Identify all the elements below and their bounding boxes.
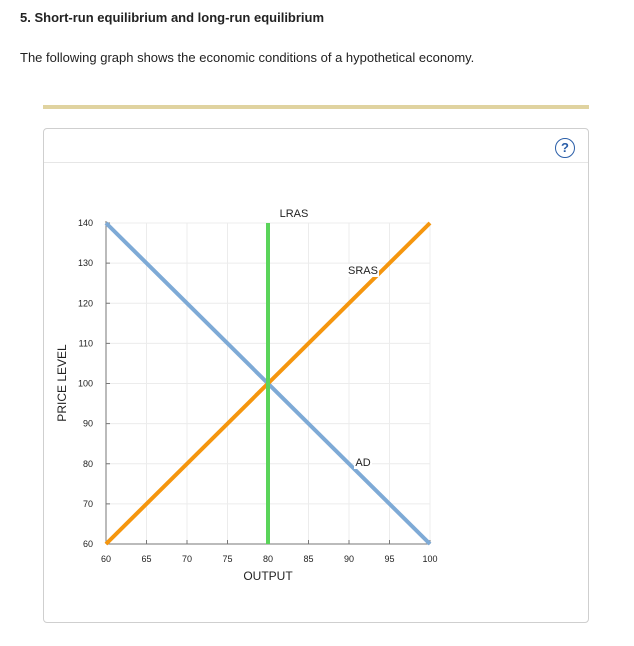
- question-intro: The following graph shows the economic conditions of a hypothetical economy.: [20, 50, 475, 65]
- y-tick-label: 130: [77, 258, 93, 269]
- lras-label: LRAS: [279, 208, 309, 220]
- y-tick-label: 140: [77, 218, 93, 228]
- question-heading: 5. Short-run equilibrium and long-run equilibrium: [20, 10, 325, 25]
- y-tick-label: 100: [77, 378, 93, 389]
- x-axis-title: OUTPUT: [243, 569, 293, 583]
- y-tick-label: 70: [82, 498, 93, 509]
- y-tick-label: 60: [82, 539, 93, 549]
- question-mark-icon: ?: [561, 140, 569, 155]
- ad-label: AD: [355, 457, 371, 469]
- x-tick-label: 65: [141, 554, 152, 564]
- y-tick-label: 80: [82, 458, 93, 469]
- y-tick-label: 120: [77, 298, 93, 309]
- y-tick-label: 90: [82, 418, 93, 429]
- x-tick-label: 85: [303, 554, 314, 564]
- y-tick-label: 110: [78, 338, 93, 349]
- sras-label: SRAS: [348, 265, 378, 277]
- y-axis-title: PRICE LEVEL: [55, 344, 69, 422]
- label-layer: [280, 208, 379, 469]
- x-tick-label: 90: [343, 554, 355, 564]
- x-tick-label: 75: [222, 554, 233, 564]
- x-tick-label: 60: [100, 554, 112, 564]
- x-tick-label: 80: [262, 554, 274, 564]
- x-tick-label: 100: [422, 554, 438, 564]
- x-tick-label: 70: [181, 554, 193, 564]
- x-tick-label: 95: [384, 554, 395, 564]
